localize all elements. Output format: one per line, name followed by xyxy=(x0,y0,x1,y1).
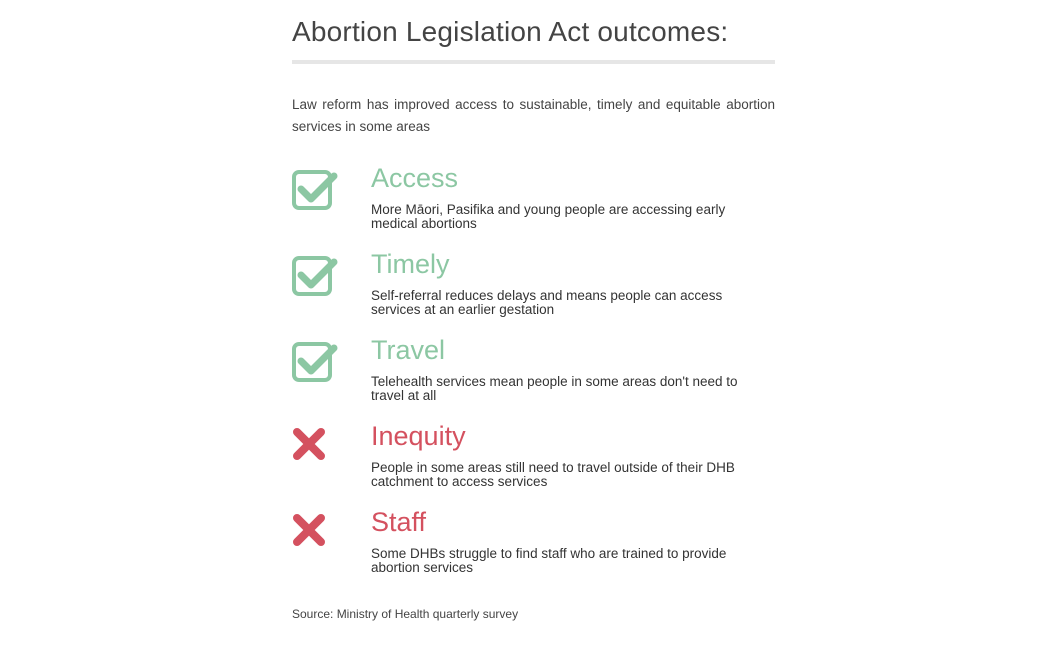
outcome-title: Travel xyxy=(371,335,446,365)
source-note: Source: Ministry of Health quarterly survey xyxy=(292,607,519,621)
outcome-list xyxy=(292,160,775,590)
outcome-title: Timely xyxy=(371,249,450,279)
outcome-description: More Māori, Pasifika and young people are accessing early medical abortions xyxy=(371,202,726,231)
title-divider xyxy=(292,60,775,64)
outcome-description: Telehealth services mean people in some areas don't need to travel at all xyxy=(371,374,738,403)
outcome-item-travel xyxy=(292,332,775,418)
check-icon xyxy=(292,168,338,214)
outcome-item-staff xyxy=(292,504,775,590)
outcome-description: Some DHBs struggle to find staff who are trained to provide abortion services xyxy=(371,546,727,575)
outcome-description: People in some areas still need to travel outside of their DHB catchment to access services xyxy=(371,460,735,489)
cross-icon xyxy=(292,427,326,461)
check-icon xyxy=(292,254,338,300)
outcome-title: Inequity xyxy=(371,421,466,451)
intro-text: Law reform has improved access to sustainable, timely and equitable abortion services in some areas xyxy=(292,97,775,134)
check-icon xyxy=(292,340,338,386)
outcome-item-timely xyxy=(292,246,775,332)
outcome-item-inequity xyxy=(292,418,775,504)
outcome-item-access xyxy=(292,160,775,246)
cross-icon xyxy=(292,513,326,547)
outcome-title: Staff xyxy=(371,507,427,537)
page-title: Abortion Legislation Act outcomes: xyxy=(292,16,729,47)
outcome-description: Self-referral reduces delays and means people can access services at an earlier gestation xyxy=(371,288,723,317)
infographic-card xyxy=(292,0,775,575)
outcome-title: Access xyxy=(371,163,459,193)
